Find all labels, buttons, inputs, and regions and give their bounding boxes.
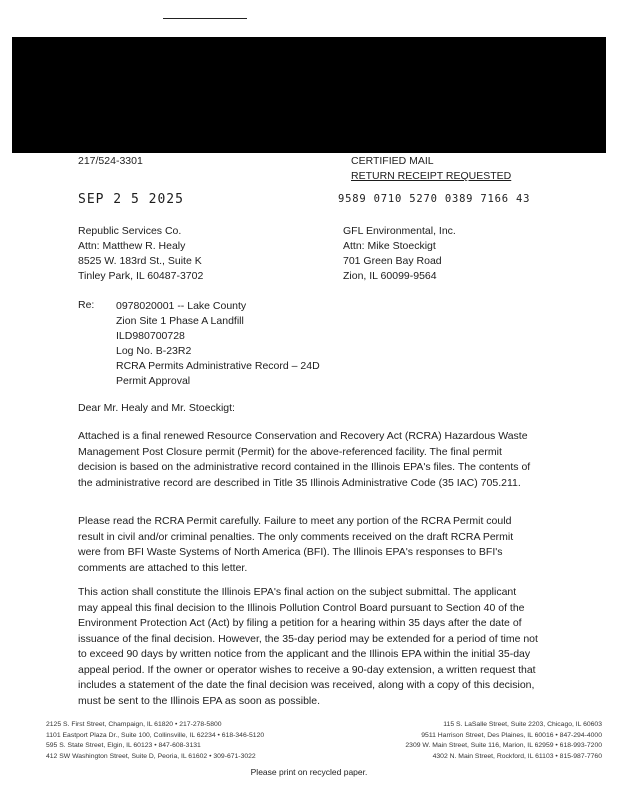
recipient-right-line: Zion, IL 60099-9564 (343, 270, 437, 282)
salutation: Dear Mr. Healy and Mr. Stoeckigt: (78, 402, 235, 414)
re-line: 0978020001 -- Lake County (116, 300, 247, 312)
re-line: RCRA Permits Administrative Record – 24D (116, 360, 320, 372)
recipient-right-line: 701 Green Bay Road (343, 255, 442, 267)
footer-address: 4302 N. Main Street, Rockford, IL 61103 • 815-987-7760 (432, 752, 602, 760)
recipient-left (78, 224, 203, 284)
re-line: Zion Site 1 Phase A Landfill (116, 315, 244, 327)
footer-address: 2125 S. First Street, Champaign, IL 61820 • 217-278-5800 (46, 721, 222, 728)
tracking-number: 9589 0710 5270 0389 7166 43 (338, 193, 531, 205)
re-block (116, 299, 320, 389)
return-receipt-label: RETURN RECEIPT REQUESTED (351, 170, 512, 182)
footer-address: 9511 Harrison Street, Des Plaines, IL 60016 • 847-294-4000 (421, 731, 602, 739)
phone-number: 217/524-3301 (78, 155, 143, 167)
footer-address: 2309 W. Main Street, Suite 116, Marion, IL 62959 • 618-993-7200 (405, 742, 602, 749)
re-line: Log No. B-23R2 (116, 345, 192, 357)
footer-address: 412 SW Washington Street, Suite D, Peoria, IL 61602 • 309-671-3022 (46, 752, 256, 760)
certified-mail-label: CERTIFIED MAIL (351, 155, 434, 167)
footer-address: 595 S. State Street, Elgin, IL 60123 • 847-608-3131 (46, 742, 201, 749)
footer-address: 1101 Eastport Plaza Dr., Suite 100, Collinsville, IL 62234 • 618-346-5120 (46, 731, 265, 739)
footer-left-addresses (46, 720, 264, 762)
re-line: ILD980700728 (116, 330, 185, 342)
recipient-right (343, 224, 456, 284)
recipient-left-line: Attn: Matthew R. Healy (78, 240, 186, 252)
footer-address: 115 S. LaSalle Street, Suite 2203, Chicago, IL 60603 (443, 721, 602, 728)
letter-date: SEP 2 5 2025 (78, 192, 184, 207)
footer-right-addresses (405, 720, 602, 762)
re-label: Re: (78, 299, 95, 311)
recycled-paper-note: Please print on recycled paper. (250, 767, 368, 777)
body-paragraph: Please read the RCRA Permit carefully. Failure to meet any portion of the RCRA Permit could result in civil and/or criminal penalties. The only comments received on the draft RCRA Permit were from BFI Waste Systems of North America (BFI). The Illinois EPA's responses to BFI's comments are attached to this letter. (78, 515, 514, 574)
redaction-block (12, 37, 606, 153)
recipient-right-line: GFL Environmental, Inc. (343, 225, 456, 237)
body-paragraph: This action shall constitute the Illinois EPA's final action on the subject submittal. The applicant may appeal this final decision to the Illinois Pollution Control Board pursuant to Section 40 of the Environment Protection Act (Act) by filing a petition for a hearing within 35 days after the date of issuance of the final decision. However, the 35-day period may be extended for a period of time not to exceed 90 days by written notice from the applicant and the Illinois EPA within the initial 35-day appeal period. If the owner or operator wishes to receive a 90-day extension, a written request that includes a statement of the date the final decision was received, along with a copy of this decision, must be sent to the Illinois EPA as soon as possible. (78, 586, 538, 707)
recipient-right-line: Attn: Mike Stoeckigt (343, 240, 436, 252)
recipient-left-line: Republic Services Co. (78, 225, 182, 237)
body-paragraph: Attached is a final renewed Resource Conservation and Recovery Act (RCRA) Hazardous Waste Management Post Closure permit (Permit) for the above-referenced facility. The final permit decision is based on the administrative record contained in the Illinois EPA's files. The contents of the administrative record are described in Title 35 Illinois Administrative Code (35 IAC) 705.211. (78, 430, 531, 489)
top-rule (163, 18, 247, 19)
recipient-left-line: Tinley Park, IL 60487-3702 (78, 270, 204, 282)
re-line: Permit Approval (116, 375, 191, 387)
recipient-left-line: 8525 W. 183rd St., Suite K (78, 255, 202, 267)
